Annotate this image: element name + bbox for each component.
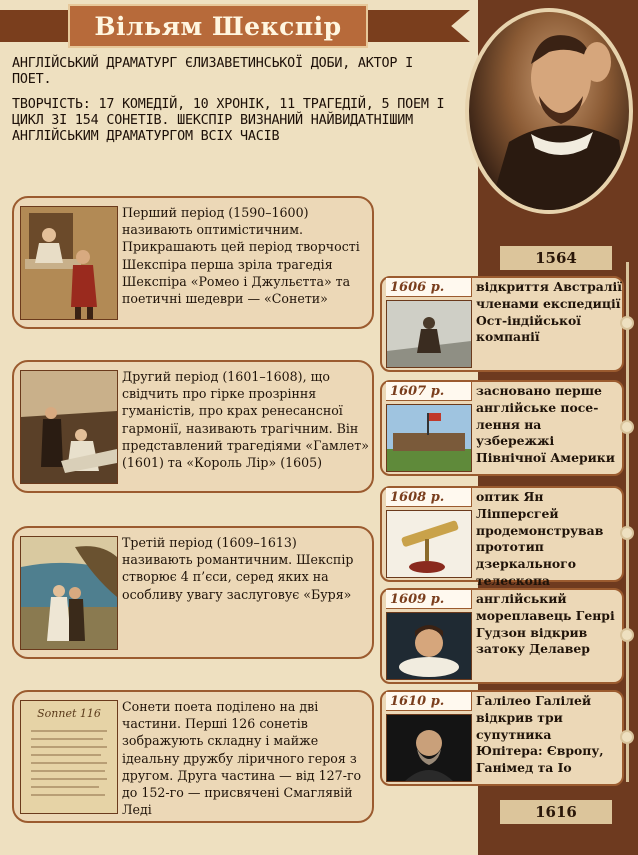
tempest-painting xyxy=(20,536,118,650)
period-3-text: Третій період (1609–1613) називають романтичним. Шекспір створює 4 п’єси, серед яких на особливу увагу заслуговує «Буря» xyxy=(122,535,354,602)
period-card-2 xyxy=(12,360,374,493)
sonnet-manuscript xyxy=(20,700,118,814)
event-text: відкриття Австралії членами експедиції Ост-індійської компанії xyxy=(476,279,622,345)
timeline-dot xyxy=(620,628,634,642)
period-card-3 xyxy=(12,526,374,659)
event-year: 1607 р. xyxy=(386,382,472,401)
event-year: 1608 р. xyxy=(386,488,472,507)
event-text: оптик Ян Ліпперсгей продемонстрував прототип дзеркального телескопа xyxy=(476,489,604,588)
page-title: Вільям Шекспір xyxy=(94,11,342,41)
hamlet-painting xyxy=(20,370,118,484)
event-text: засновано перше англійське поселення на узбережжі Північної Америки xyxy=(476,383,615,466)
title-banner xyxy=(0,4,470,48)
timeline-dot xyxy=(620,316,634,330)
intro-line-1: АНГЛІЙСЬКИЙ ДРАМАТУРГ ЄЛИЗАВЕТИНСЬКОЇ ДОБИ, АКТОР І ПОЕТ. xyxy=(12,56,413,87)
hudson-portrait xyxy=(386,612,472,680)
period-2-text: Другий період (1601–1608), що свідчить про гірке прозріння гуманістів, про крах ренесансної гармонії, називають трагічним. Він представлений трагедіями «Гамлет» (1601) та «Король Лір» (1605) xyxy=(122,369,369,471)
event-year: 1609 р. xyxy=(386,590,472,609)
event-year: 1610 р. xyxy=(386,692,472,711)
timeline-dot xyxy=(620,420,634,434)
period-4-text: Сонети поета поділено на дві частини. Перші 126 сонетів зображують складну і майже ідеальну дружбу ліричного героя з другом. Друга частина — від 127-го до 152-го — присвячені Смаглявій Леді xyxy=(122,699,362,818)
end-year-badge: 1616 xyxy=(500,800,612,824)
timeline-line xyxy=(626,262,629,782)
timeline-event-1609 xyxy=(380,588,624,684)
period-card-4 xyxy=(12,690,374,823)
title-box xyxy=(68,4,368,48)
timeline-dot xyxy=(620,526,634,540)
galileo-portrait xyxy=(386,714,472,782)
timeline-event-1607 xyxy=(380,380,624,476)
intro-block xyxy=(12,56,452,145)
timeline-event-1606 xyxy=(380,276,624,372)
timeline-dot xyxy=(620,730,634,744)
period-1-text: Перший період (1590–1600) називають оптимістичним. Прикрашають цей період творчості Шекспіра перша зріла трагедія Шекспіра «Ромео і Джульєтта» та поетичні шедеври — «Сонети» xyxy=(122,205,360,307)
start-year-badge: 1564 xyxy=(500,246,612,270)
intro-line-2: ТВОРЧІСТЬ: 17 КОМЕДІЙ, 10 ХРОНІК, 11 ТРАГЕДІЙ, 5 ПОЕМ І ЦИКЛ ЗІ 154 СОНЕТІВ. ШЕКСПІР ВИЗНАНИЙ НАЙВИДАТНІШИМ АНГЛІЙСЬКИМ ДРАМАТУРГОМ ВСІХ ЧАСІВ xyxy=(12,97,445,144)
event-year: 1606 р. xyxy=(386,278,472,297)
event-text: англійський мореплавець Генрі Гудзон відкрив затоку Делавер xyxy=(476,591,615,657)
timeline-event-1608 xyxy=(380,486,624,588)
aboriginal-photo xyxy=(386,300,472,368)
event-text: Галілео Галілей відкрив три супутника Юпітера: Європу, Ганімед та Іо xyxy=(476,693,604,776)
timeline-event-1610 xyxy=(380,690,624,786)
sonnet-label: Sonnet 116 xyxy=(37,707,101,720)
shakespeare-portrait xyxy=(465,8,633,214)
portrait-illustration xyxy=(469,12,629,210)
romeo-juliet-painting xyxy=(20,206,118,320)
period-card-1 xyxy=(12,196,374,329)
telescope-image xyxy=(386,510,472,578)
settlement-photo xyxy=(386,404,472,472)
